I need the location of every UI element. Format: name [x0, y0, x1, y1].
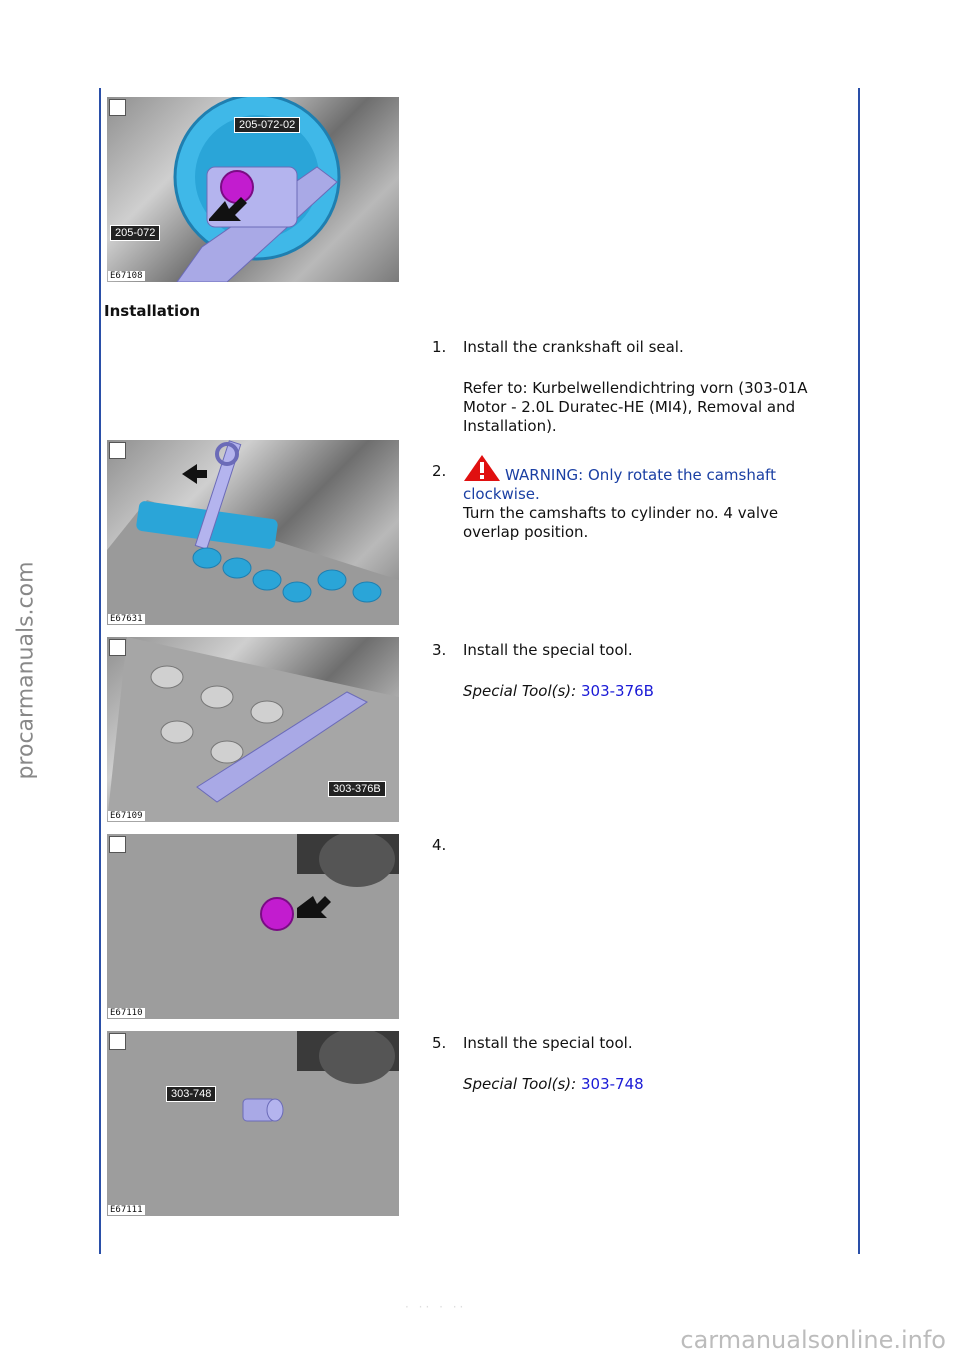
figure-illustration — [107, 1031, 399, 1216]
figure-e67631 — [107, 440, 399, 625]
special-tool-line — [463, 682, 832, 701]
special-tool-label: Special Tool(s): — [463, 682, 577, 700]
special-tool-link[interactable]: 303-376B — [581, 682, 654, 700]
warning-triangle-icon — [463, 454, 501, 482]
figure-illustration — [107, 834, 399, 1019]
step-text: Install the crankshaft oil seal. — [463, 338, 684, 356]
step-number: 1. — [432, 338, 447, 356]
step-text: Install the special tool. — [463, 641, 633, 659]
side-watermark: procarmanuals.com — [13, 560, 39, 780]
figure-illustration — [107, 440, 399, 625]
figure-id: E67110 — [110, 1008, 143, 1018]
tool-tag: 205-072 — [110, 225, 160, 241]
figure-id: E67108 — [110, 271, 143, 281]
special-tool-line — [463, 1075, 832, 1094]
zoom-icon[interactable] — [109, 836, 126, 853]
figure-e67109 — [107, 637, 399, 822]
step-text: Turn the camshafts to cylinder no. 4 valve overlap position. — [463, 504, 779, 541]
step-number: 5. — [432, 1034, 447, 1052]
step-text: Install the special tool. — [463, 1034, 633, 1052]
step-number: 4. — [432, 836, 447, 854]
step-3 — [432, 641, 832, 701]
section-heading: Installation — [104, 302, 201, 320]
figure-id: E67111 — [110, 1205, 143, 1215]
zoom-icon[interactable] — [109, 442, 126, 459]
warning-text: WARNING: Only rotate the camshaft clockwise. — [463, 454, 832, 504]
bottom-watermark: carmanualsonline.info — [680, 1326, 946, 1354]
figure-id: E67631 — [110, 614, 143, 624]
zoom-icon[interactable] — [109, 1033, 126, 1050]
right-frame-line — [858, 88, 860, 1254]
tool-tag: 303-748 — [166, 1086, 216, 1102]
tool-tag: 303-376B — [328, 781, 386, 797]
figure-e67110 — [107, 834, 399, 1019]
step-5 — [432, 1034, 832, 1094]
figure-e67111 — [107, 1031, 399, 1216]
left-frame-line — [99, 88, 101, 1254]
step-number: 3. — [432, 641, 447, 659]
figure-e67108 — [107, 97, 399, 282]
special-tool-label: Special Tool(s): — [463, 1075, 577, 1093]
step-1 — [432, 338, 832, 436]
zoom-icon[interactable] — [109, 639, 126, 656]
reference-text[interactable]: Refer to: Kurbelwellendichtring vorn (303-01A Motor - 2.0L Duratec-HE (MI4), Removal and Installation). — [463, 379, 808, 435]
step-number: 2. — [432, 462, 447, 480]
page-number: · ·· · ·· — [405, 1300, 467, 1314]
special-tool-link[interactable]: 303-748 — [581, 1075, 644, 1093]
tool-tag: 205-072-02 — [234, 117, 300, 133]
figure-id: E67109 — [110, 811, 143, 821]
zoom-icon[interactable] — [109, 99, 126, 116]
step-2 — [432, 454, 832, 542]
